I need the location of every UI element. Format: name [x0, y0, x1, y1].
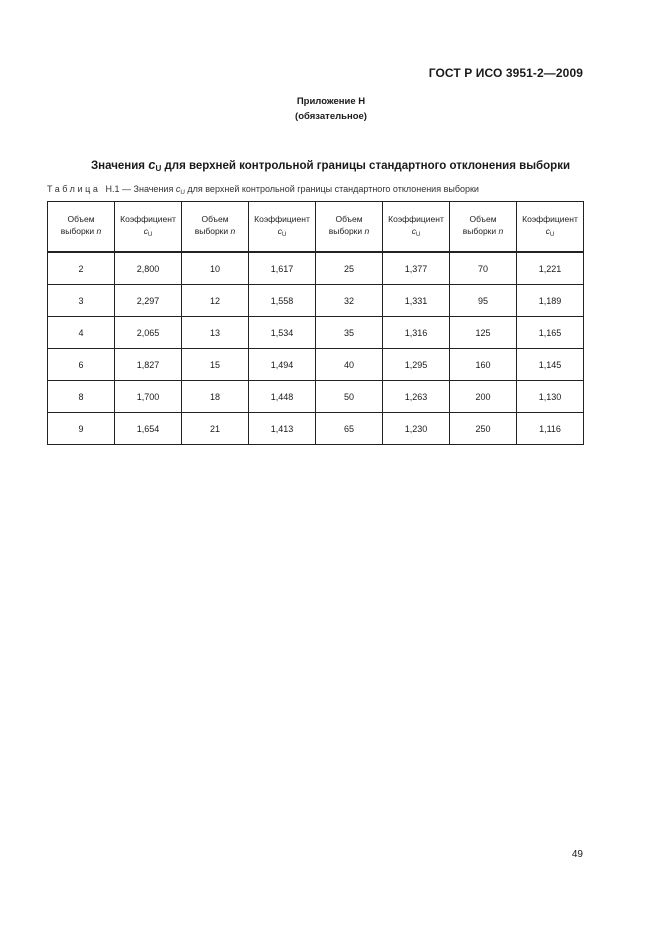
- coefficient-cell: 1,230: [383, 413, 450, 445]
- column-header-line1: Объем: [67, 213, 95, 224]
- sample-size-cell: 25: [316, 252, 383, 285]
- column-header-line2: выборки: [462, 225, 499, 236]
- table-row: [48, 413, 584, 445]
- table-row: [48, 349, 584, 381]
- column-header-symbol: n: [230, 225, 236, 236]
- coefficient-cell: 1,413: [249, 413, 316, 445]
- page-number: 49: [571, 849, 583, 860]
- sample-size-cell: 10: [182, 252, 249, 285]
- table-caption: [47, 184, 617, 196]
- sample-size-cell: 250: [450, 413, 517, 445]
- column-header-line1: Коэффициент: [388, 213, 444, 224]
- coefficient-cell: 1,189: [517, 285, 584, 317]
- sample-size-cell: 21: [182, 413, 249, 445]
- main-title-after: для верхней контрольной границы стандартного отклонения выборки: [161, 160, 571, 172]
- document-code: ГОСТ Р ИСО 3951-2—2009: [428, 66, 583, 80]
- coefficient-cell: 1,534: [249, 317, 316, 349]
- column-header: [383, 202, 450, 253]
- sample-size-cell: 15: [182, 349, 249, 381]
- coefficient-cell: 1,654: [115, 413, 182, 445]
- sample-size-cell: 65: [316, 413, 383, 445]
- sample-size-cell: 6: [48, 349, 115, 381]
- coefficient-cell: 2,065: [115, 317, 182, 349]
- sample-size-cell: 40: [316, 349, 383, 381]
- caption-label: Таблица: [47, 184, 101, 194]
- table-row: [48, 317, 584, 349]
- column-header-subscript: U: [281, 231, 287, 238]
- column-header: [450, 202, 517, 253]
- sample-size-cell: 125: [450, 317, 517, 349]
- sample-size-cell: 13: [182, 317, 249, 349]
- coefficient-cell: 1,617: [249, 252, 316, 285]
- sample-size-cell: 160: [450, 349, 517, 381]
- sample-size-cell: 4: [48, 317, 115, 349]
- coefficient-cell: 1,827: [115, 349, 182, 381]
- column-header-symbol: c: [545, 225, 550, 236]
- coefficients-table: [47, 201, 584, 445]
- appendix-title: Приложение Н: [296, 96, 366, 107]
- column-header: [115, 202, 182, 253]
- column-header-symbol: n: [364, 225, 370, 236]
- column-header-line2: выборки: [328, 225, 365, 236]
- column-header: [48, 202, 115, 253]
- coefficient-cell: 1,221: [517, 252, 584, 285]
- sample-size-cell: 8: [48, 381, 115, 413]
- coefficient-cell: 1,377: [383, 252, 450, 285]
- column-header: [316, 202, 383, 253]
- column-header-subscript: U: [147, 231, 153, 238]
- appendix-status: (обязательное): [295, 111, 367, 122]
- coefficient-cell: 1,295: [383, 349, 450, 381]
- coefficient-cell: 1,130: [517, 381, 584, 413]
- appendix-heading: [0, 94, 661, 124]
- sample-size-cell: 50: [316, 381, 383, 413]
- column-header-subscript: U: [549, 231, 555, 238]
- coefficient-cell: 1,116: [517, 413, 584, 445]
- main-title-symbol: c: [148, 157, 156, 172]
- table-row: [48, 252, 584, 285]
- column-header: [517, 202, 584, 253]
- sample-size-cell: 70: [450, 252, 517, 285]
- main-title: [0, 157, 661, 173]
- column-header-line1: Объем: [201, 213, 229, 224]
- caption-after: для верхней контрольной границы стандартного отклонения выборки: [184, 184, 479, 194]
- column-header-line1: Объем: [469, 213, 497, 224]
- column-header-line1: Коэффициент: [254, 213, 310, 224]
- caption-subscript: U: [180, 189, 185, 196]
- column-header-symbol: c: [411, 225, 416, 236]
- sample-size-cell: 95: [450, 285, 517, 317]
- coefficient-cell: 2,800: [115, 252, 182, 285]
- coefficient-cell: 1,263: [383, 381, 450, 413]
- column-header-symbol: c: [143, 225, 148, 236]
- sample-size-cell: 35: [316, 317, 383, 349]
- sample-size-cell: 200: [450, 381, 517, 413]
- sample-size-cell: 9: [48, 413, 115, 445]
- column-header: [182, 202, 249, 253]
- column-header: [249, 202, 316, 253]
- column-header-line1: Объем: [335, 213, 363, 224]
- main-title-subscript: U: [155, 164, 162, 173]
- table-header-row: [48, 202, 584, 253]
- column-header-symbol: n: [498, 225, 504, 236]
- coefficient-cell: 1,165: [517, 317, 584, 349]
- table-body: [48, 252, 584, 445]
- caption-number: Н.1: [105, 184, 120, 194]
- coefficient-cell: 1,145: [517, 349, 584, 381]
- coefficient-cell: 1,448: [249, 381, 316, 413]
- column-header-line2: выборки: [60, 225, 97, 236]
- sample-size-cell: 32: [316, 285, 383, 317]
- column-header-line2: выборки: [194, 225, 231, 236]
- sample-size-cell: 12: [182, 285, 249, 317]
- sample-size-cell: 3: [48, 285, 115, 317]
- column-header-symbol: n: [96, 225, 102, 236]
- sample-size-cell: 2: [48, 252, 115, 285]
- coefficient-cell: 2,297: [115, 285, 182, 317]
- coefficient-cell: 1,494: [249, 349, 316, 381]
- main-title-before: Значения: [90, 160, 149, 172]
- column-header-line1: Коэффициент: [120, 213, 176, 224]
- column-header-symbol: c: [277, 225, 282, 236]
- coefficient-cell: 1,331: [383, 285, 450, 317]
- column-header-subscript: U: [415, 231, 421, 238]
- coefficient-cell: 1,558: [249, 285, 316, 317]
- table-row: [48, 285, 584, 317]
- table-row: [48, 381, 584, 413]
- coefficient-cell: 1,700: [115, 381, 182, 413]
- caption-symbol: c: [175, 184, 181, 194]
- column-header-line1: Коэффициент: [522, 213, 578, 224]
- sample-size-cell: 18: [182, 381, 249, 413]
- caption-dash: — Значения: [119, 184, 176, 194]
- coefficient-cell: 1,316: [383, 317, 450, 349]
